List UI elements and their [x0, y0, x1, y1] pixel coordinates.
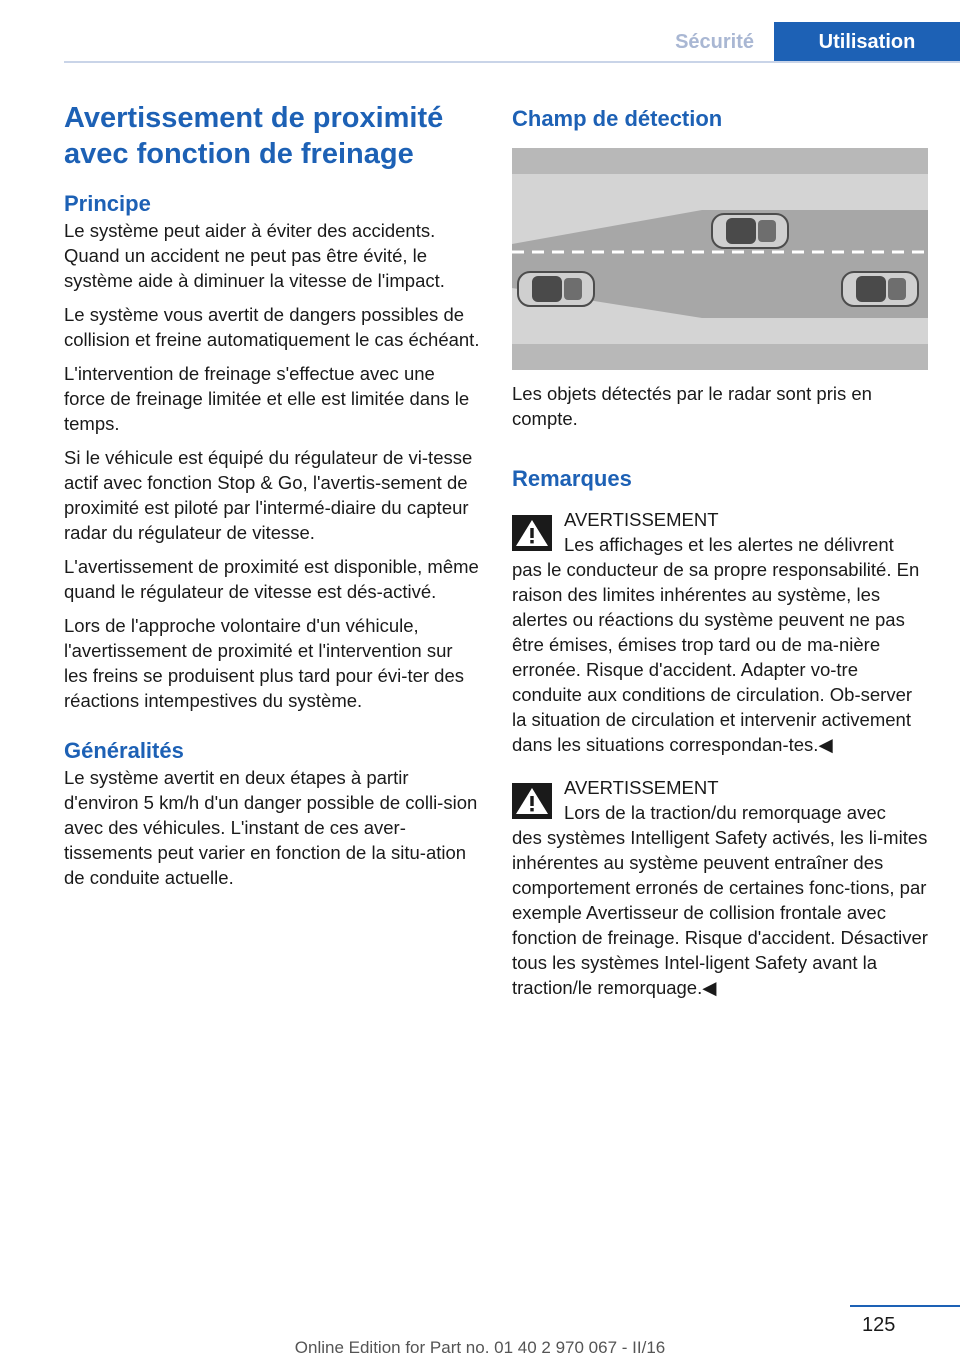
warning-triangle-icon [512, 515, 552, 551]
warning-title: AVERTISSEMENT [564, 777, 719, 798]
principe-paragraph-1: Le système peut aider à éviter des accidents. Quand un accident ne peut pas être évité, le système aide à diminuer la vitesse de l'impact. [64, 220, 445, 291]
heading-principe: Principe [64, 191, 151, 216]
warning-text: des systèmes Intelligent Safety activés, les li-mites inhérentes au système peuvent entraîner des comportement erronés de certaines fonc-tions, par exemple Avertisseur de collision frontale avec fonction de freinage. Risque d'accident. Désactiver tous les systèmes Intel-ligent Safety avant la traction/le remorquage.◀ [512, 827, 928, 998]
footer-rule [850, 1305, 960, 1307]
heading-champ-detection: Champ de détection [512, 106, 723, 131]
car-ego-icon [518, 272, 594, 306]
generalites-paragraph: Le système avertit en deux étapes à partir d'environ 5 km/h d'un danger possible de colli-sion avec des véhicules. L'instant de ces aver-tissements peut varier en fonction de la situ-ation de conduite actuelle. [64, 767, 478, 888]
illustration-caption: Les objets détectés par le radar sont pris en compte. [512, 383, 872, 429]
heading-generalites: Généralités [64, 738, 184, 763]
detection-field-illustration [512, 148, 928, 370]
page-title: Avertissement de proximité avec fonction de freinage [64, 102, 444, 170]
car-front-lower-icon [842, 272, 918, 306]
page-number: 125 [862, 1314, 896, 1336]
principe-paragraph-5: L'avertissement de proximité est disponible, même quand le régulateur de vitesse est dés-activé. [64, 556, 479, 602]
road-radar-diagram [512, 148, 928, 370]
right-column [512, 100, 928, 1000]
road-shoulder-bottom [512, 344, 928, 370]
edition-footer: Online Edition for Part no. 01 40 2 970 067 - II/16 [294, 1338, 666, 1357]
warning-title: AVERTISSEMENT [564, 509, 719, 530]
warning-text-first-line: Les affichages et les alertes ne délivrent [564, 534, 894, 555]
tab-utilisation[interactable]: Utilisation [774, 22, 960, 62]
heading-remarques: Remarques [512, 466, 632, 491]
section-tabs [655, 22, 960, 62]
tab-securite[interactable]: Sécurité [675, 31, 754, 53]
left-column [64, 100, 480, 890]
warning-block-1 [512, 507, 928, 757]
principe-paragraph-6: Lors de l'approche volontaire d'un véhicule, l'avertissement de proximité et l'intervention sur les freins se produisent plus tard pour évi-ter des réactions intempestives du système. [64, 615, 465, 711]
principe-paragraph-2: Le système vous avertit de dangers possibles de collision et freine automatiquement le cas échéant. [64, 304, 480, 350]
warning-triangle-icon [512, 783, 552, 819]
warning-text-first-line: Lors de la traction/du remorquage avec [564, 802, 886, 823]
road-shoulder-top [512, 148, 928, 174]
header-rule [64, 61, 960, 63]
warning-block-2 [512, 775, 928, 1000]
principe-paragraph-4: Si le véhicule est équipé du régulateur de vi-tesse actif avec fonction Stop & Go, l'avertis-sement de proximité est piloté par l'intermé-diaire du capteur radar du régulateur de vitesse. [64, 447, 473, 543]
car-front-upper-icon [712, 214, 788, 248]
warning-text: pas le conducteur de sa propre responsabilité. En raison des limites inhérentes au système, les alertes ou réactions du système peuvent ne pas être émises, émises trop tard ou de ma-nière erronée. Risque d'accident. Adapter vo-tre conduite aux conditions de circulation. Ob-server la situation de circulation et intervenir activement dans les situations correspondan-tes.◀ [512, 559, 920, 755]
principe-paragraph-3: L'intervention de freinage s'effectue avec une force de freinage limitée et elle est limitée dans le temps. [64, 363, 470, 434]
